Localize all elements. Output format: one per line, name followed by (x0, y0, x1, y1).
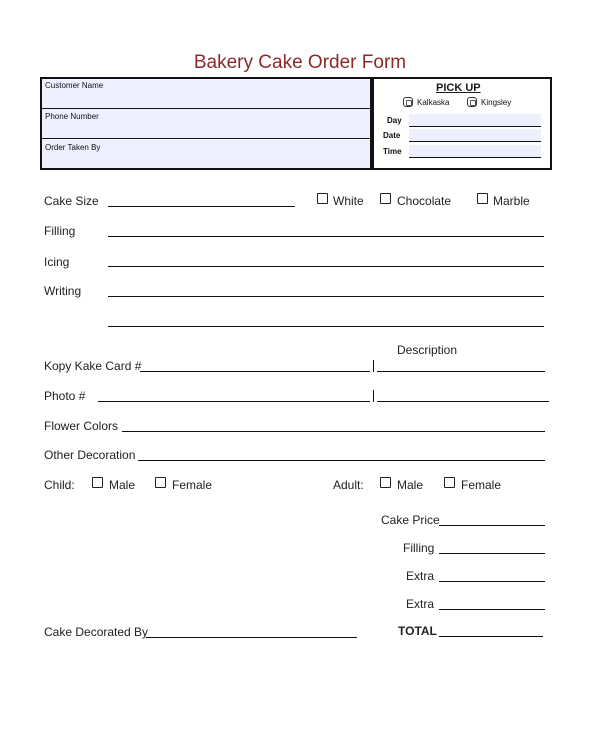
customer-name-label: Customer Name (45, 81, 104, 90)
pickup-time-label: Time (383, 147, 402, 156)
marble-checkbox[interactable] (477, 193, 488, 204)
child-male-checkbox[interactable] (92, 477, 103, 488)
other-decoration-label: Other Decoration (44, 448, 136, 462)
kopy-kake-label: Kopy Kake Card # (44, 359, 142, 373)
photo-label: Photo # (44, 389, 86, 403)
icing-line[interactable] (108, 266, 544, 267)
customer-info-box (40, 77, 372, 170)
pickup-day-label: Day (387, 116, 402, 125)
other-decoration-line[interactable] (138, 460, 545, 461)
adult-label: Adult: (333, 478, 364, 492)
writing-line-1[interactable] (108, 296, 544, 297)
kopy-kake-description-line[interactable] (377, 371, 545, 372)
extra-2-line[interactable] (439, 609, 545, 610)
photo-line[interactable] (98, 401, 370, 402)
kopy-kake-line[interactable] (140, 371, 370, 372)
pickup-date-label: Date (383, 131, 401, 140)
total-line[interactable] (439, 636, 543, 637)
writing-label: Writing (44, 284, 82, 298)
filling-label: Filling (44, 224, 76, 238)
price-filling-line[interactable] (439, 553, 545, 554)
child-female-label: Female (172, 478, 213, 492)
adult-male-checkbox[interactable] (380, 477, 391, 488)
flower-colors-line[interactable] (122, 431, 545, 432)
pickup-time-input[interactable] (409, 145, 541, 158)
cake-price-line[interactable] (439, 525, 545, 526)
flower-colors-label: Flower Colors (44, 419, 119, 433)
order-taken-by-field[interactable] (42, 140, 370, 168)
photo-divider (373, 390, 374, 402)
writing-line-2[interactable] (108, 326, 544, 327)
photo-description-line[interactable] (377, 401, 549, 402)
kingsley-checkbox[interactable] (467, 97, 477, 107)
adult-female-checkbox[interactable] (444, 477, 455, 488)
total-label: TOTAL (398, 624, 437, 638)
customer-name-field[interactable] (42, 79, 370, 109)
pickup-day-input[interactable] (409, 114, 541, 127)
kalkaska-label: Kalkaska (417, 98, 450, 107)
filling-line[interactable] (108, 236, 544, 237)
extra-2-label: Extra (406, 597, 435, 611)
kingsley-label: Kingsley (481, 98, 512, 107)
cake-decorated-by-label: Cake Decorated By (44, 625, 149, 639)
chocolate-checkbox[interactable] (380, 193, 391, 204)
price-filling-label: Filling (403, 541, 435, 555)
phone-number-field[interactable] (42, 109, 370, 139)
child-male-label: Male (109, 478, 136, 492)
cake-decorated-by-line[interactable] (146, 637, 357, 638)
kalkaska-checkbox[interactable] (403, 97, 413, 107)
order-taken-by-label: Order Taken By (45, 143, 101, 152)
description-label: Description (397, 343, 458, 357)
cake-size-line[interactable] (108, 206, 295, 207)
pickup-heading: PICK UP (436, 82, 481, 94)
kopy-kake-divider (373, 360, 374, 372)
child-female-checkbox[interactable] (155, 477, 166, 488)
adult-male-label: Male (397, 478, 424, 492)
marble-label: Marble (493, 194, 530, 208)
chocolate-label: Chocolate (397, 194, 452, 208)
pickup-date-input[interactable] (409, 129, 541, 142)
white-label: White (333, 194, 364, 208)
white-checkbox[interactable] (317, 193, 328, 204)
page-title: Bakery Cake Order Form (193, 52, 407, 73)
adult-female-label: Female (461, 478, 502, 492)
extra-1-line[interactable] (439, 581, 545, 582)
icing-label: Icing (44, 255, 70, 269)
pickup-box (372, 77, 552, 170)
phone-number-label: Phone Number (45, 112, 99, 121)
cake-size-label: Cake Size (44, 194, 99, 208)
child-label: Child: (44, 478, 75, 492)
cake-price-label: Cake Price (381, 513, 440, 527)
extra-1-label: Extra (406, 569, 435, 583)
